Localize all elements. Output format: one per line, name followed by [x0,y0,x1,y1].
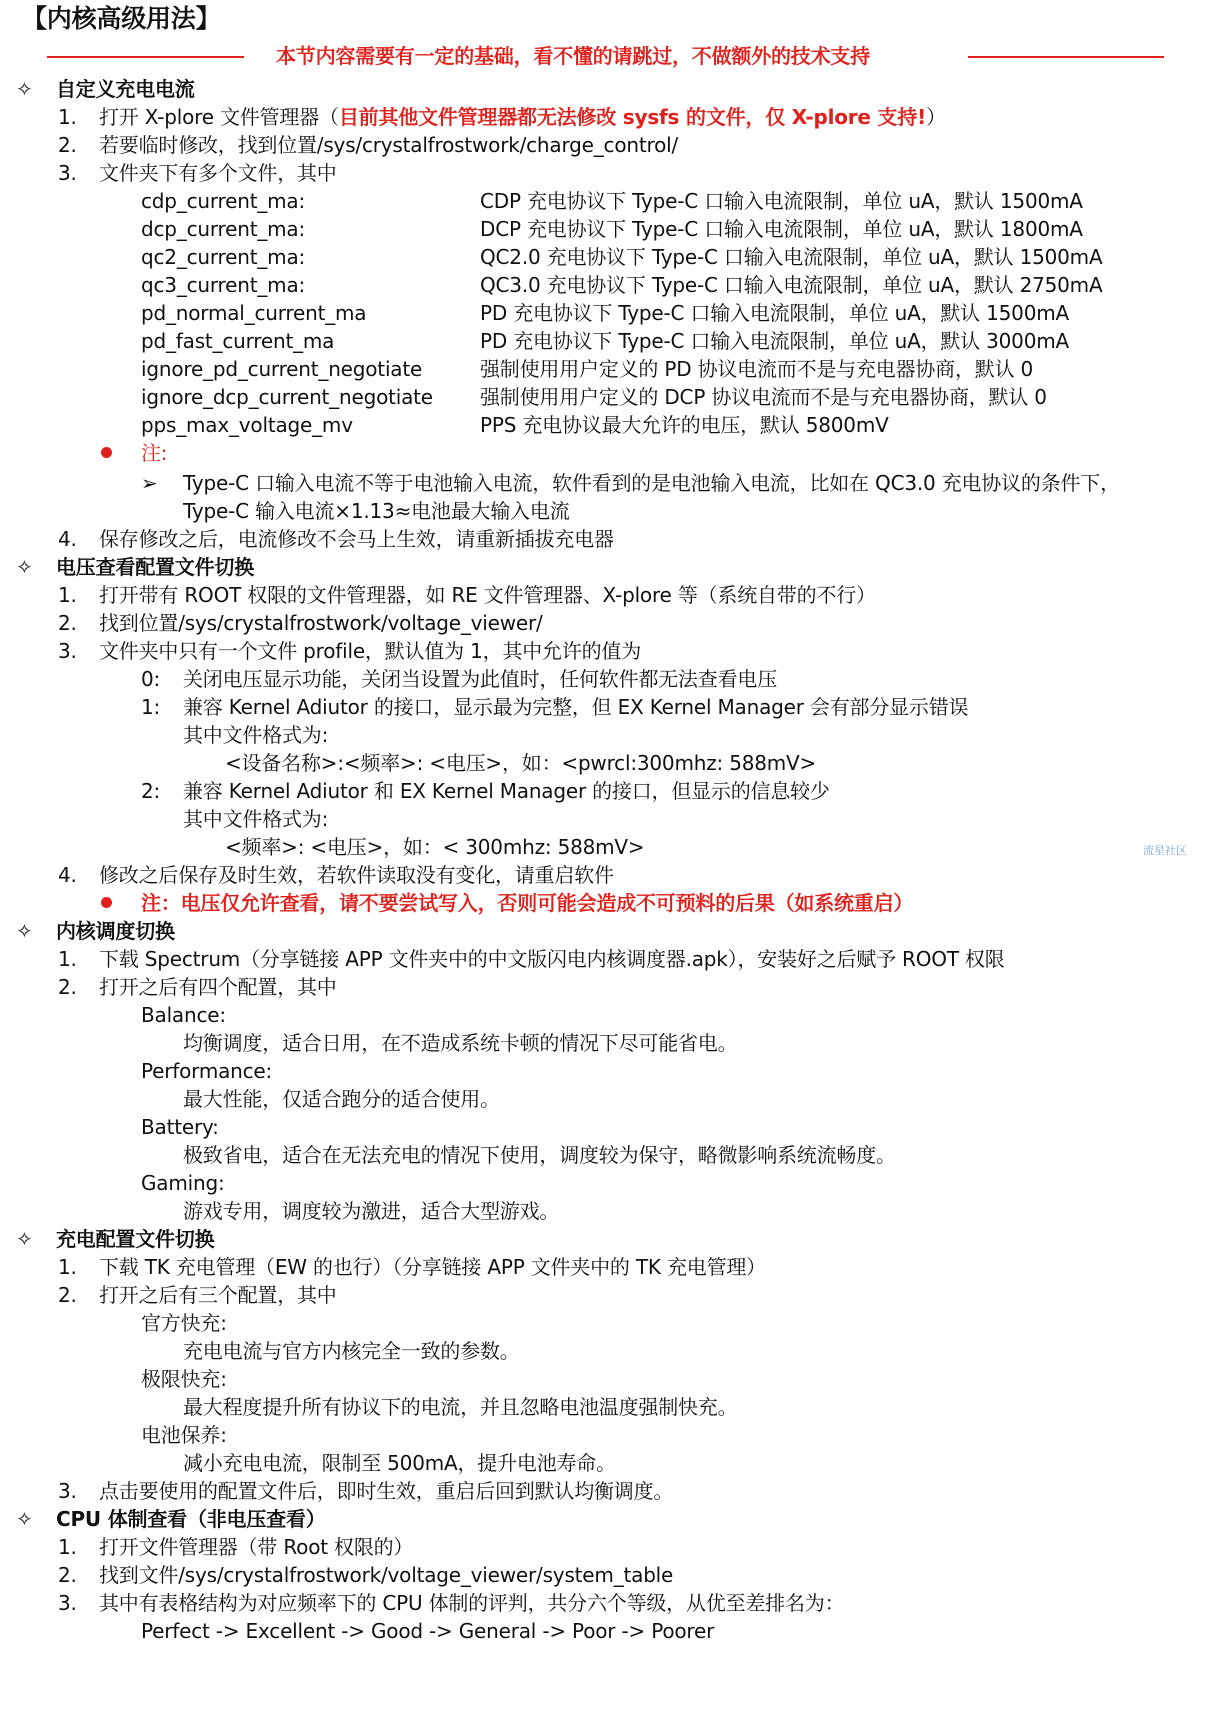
list-item-text: 修改之后保存及时生效，若软件读取没有变化，请重启软件 [99,863,614,887]
list-item-text-part: 打开 X-plore 文件管理器（ [99,105,339,129]
list-item-text: 下载 TK 充电管理（EW 的也行）（分享链接 APP 文件夹中的 TK 充电管理） [99,1255,766,1279]
list-item-text-part: ） [926,105,946,129]
value-number: 0: [141,667,161,691]
list-item-text: 保存修改之后，电流修改不会马上生效，请重新插拔充电器 [99,527,614,551]
diamond-bullet-icon: ✧ [16,1507,33,1531]
mode-name: 官方快充: [141,1311,227,1335]
mode-name: Battery: [141,1115,219,1139]
mode-description: 减小充电电流，限制至 500mA，提升电池寿命。 [183,1451,616,1475]
section-heading: 电压查看配置文件切换 [56,555,254,579]
list-number: 1. [58,1535,77,1559]
list-number: 2. [58,1283,77,1307]
list-number: 1. [58,583,77,607]
list-item-text: 文件夹下有多个文件，其中 [99,161,337,185]
file-name: ignore_pd_current_negotiate [141,357,423,381]
format-example: <频率>: <电压>，如：< 300mhz: 588mV> [225,835,645,859]
list-number: 1. [58,105,77,129]
file-name: pd_normal_current_ma [141,301,367,325]
file-name: cdp_current_ma: [141,189,306,213]
list-number: 3. [58,1479,77,1503]
file-description: DCP 充电协议下 Type-C 口输入电流限制，单位 uA，默认 1800mA [480,217,1083,241]
mode-name: 极限快充: [141,1367,227,1391]
format-label: 其中文件格式为: [183,807,329,831]
emphasis-text: 目前其他文件管理器都无法修改 sysfs 的文件，仅 X-plore 支持! [338,105,927,129]
list-number: 3. [58,639,77,663]
note-text: Type-C 输入电流×1.13≈电池最大输入电流 [183,499,570,523]
list-item-text: 打开带有 ROOT 权限的文件管理器，如 RE 文件管理器、X-plore 等（系统自带的不行） [99,583,876,607]
list-item-text: 找到位置/sys/crystalfrostwork/voltage_viewer/ [99,611,543,635]
list-item-text: 打开文件管理器（带 Root 权限的） [99,1535,414,1559]
list-number: 4. [58,863,77,887]
format-label: 其中文件格式为: [183,723,329,747]
list-number: 1. [58,1255,77,1279]
red-bullet-icon [101,447,112,458]
value-number: 2: [141,779,161,803]
grade-ranking: Perfect -> Excellent -> Good -> General -> Poor -> Poorer [141,1619,715,1643]
file-description: QC3.0 充电协议下 Type-C 口输入电流限制，单位 uA，默认 2750mA [480,273,1103,297]
file-name: pd_fast_current_ma [141,329,335,353]
page-title: 【内核高级用法】 [22,4,221,33]
list-number: 2. [58,1563,77,1587]
value-description: 关闭电压显示功能，关闭当设置为此值时，任何软件都无法查看电压 [183,667,777,691]
mode-description: 最大程度提升所有协议下的电流，并且忽略电池温度强制快充。 [183,1395,738,1419]
value-number: 1: [141,695,161,719]
file-description: PD 充电协议下 Type-C 口输入电流限制，单位 uA，默认 1500mA [480,301,1069,325]
mode-name: Balance: [141,1003,226,1027]
mode-description: 游戏专用，调度较为激进，适合大型游戏。 [183,1199,560,1223]
list-item-text: 找到文件/sys/crystalfrostwork/voltage_viewer/system_table [99,1563,674,1587]
list-number: 1. [58,947,77,971]
file-description: CDP 充电协议下 Type-C 口输入电流限制，单位 uA，默认 1500mA [480,189,1083,213]
list-number: 4. [58,527,77,551]
file-description: QC2.0 充电协议下 Type-C 口输入电流限制，单位 uA，默认 1500mA [480,245,1103,269]
mode-name: Gaming: [141,1171,225,1195]
list-number: 2. [58,975,77,999]
file-name: qc3_current_ma: [141,273,306,297]
diamond-bullet-icon: ✧ [16,555,33,579]
list-item-text: 其中有表格结构为对应频率下的 CPU 体制的评判，共分六个等级，从优至差排名为： [99,1591,845,1615]
diamond-bullet-icon: ✧ [16,919,33,943]
diamond-bullet-icon: ✧ [16,77,33,101]
note-text: Type-C 口输入电流不等于电池输入电流，软件看到的是电池输入电流，比如在 QC3.0 充电协议的条件下， [183,471,1120,495]
banner-rule-right [968,56,1164,58]
file-name: dcp_current_ma: [141,217,306,241]
file-name: qc2_current_ma: [141,245,306,269]
list-item-text: 下载 Spectrum（分享链接 APP 文件夹中的中文版闪电内核调度器.apk），安装好之后赋予 ROOT 权限 [99,947,1005,971]
file-description: PPS 充电协议最大允许的电压，默认 5800mV [480,413,889,437]
section-heading: 充电配置文件切换 [56,1227,215,1251]
list-item-text [99,103,946,131]
mode-description: 均衡调度，适合日用，在不造成系统卡顿的情况下尽可能省电。 [183,1031,738,1055]
file-name: pps_max_voltage_mv [141,413,353,437]
mode-description: 最大性能，仅适合跑分的适合使用。 [183,1087,500,1111]
mode-description: 极致省电，适合在无法充电的情况下使用，调度较为保守，略微影响系统流畅度。 [183,1143,896,1167]
note-label: 注: [141,441,168,465]
mode-description: 充电电流与官方内核完全一致的参数。 [183,1339,520,1363]
section-heading: 自定义充电电流 [56,77,195,101]
list-item-text: 打开之后有三个配置，其中 [99,1283,337,1307]
list-number: 2. [58,133,77,157]
mode-name: 电池保养: [141,1423,227,1447]
list-number: 2. [58,611,77,635]
file-name: ignore_dcp_current_negotiate [141,385,433,409]
red-bullet-icon [101,897,112,908]
file-description: PD 充电协议下 Type-C 口输入电流限制，单位 uA，默认 3000mA [480,329,1069,353]
mode-name: Performance: [141,1059,273,1083]
list-item-text: 点击要使用的配置文件后，即时生效，重启后回到默认均衡调度。 [99,1479,674,1503]
banner-rule-left [47,56,244,58]
list-item-text: 若要临时修改，找到位置/sys/crystalfrostwork/charge_control/ [99,133,679,157]
banner-text: 本节内容需要有一定的基础，看不懂的请跳过，不做额外的技术支持 [276,44,870,68]
list-number: 3. [58,161,77,185]
watermark: 流星社区 [1143,844,1187,857]
section-heading: CPU 体制查看（非电压查看） [56,1507,326,1531]
file-description: 强制使用用户定义的 DCP 协议电流而不是与充电器协商，默认 0 [480,385,1047,409]
list-item-text: 文件夹中只有一个文件 profile，默认值为 1，其中允许的值为 [99,639,642,663]
warning-text: 注：电压仅允许查看，请不要尝试写入，否则可能会造成不可预料的后果（如系统重启） [141,891,914,915]
file-description: 强制使用用户定义的 PD 协议电流而不是与充电器协商，默认 0 [480,357,1034,381]
arrow-bullet-icon: ➢ [141,471,158,495]
list-item-text: 打开之后有四个配置，其中 [99,975,337,999]
list-number: 3. [58,1591,77,1615]
value-description: 兼容 Kernel Adiutor 的接口，显示最为完整，但 EX Kernel Manager 会有部分显示错误 [183,695,969,719]
diamond-bullet-icon: ✧ [16,1227,33,1251]
format-example: <设备名称>:<频率>: <电压>，如：<pwrcl:300mhz: 588mV> [225,751,817,775]
section-heading: 内核调度切换 [56,919,175,943]
value-description: 兼容 Kernel Adiutor 和 EX Kernel Manager 的接口，但显示的信息较少 [183,779,830,803]
